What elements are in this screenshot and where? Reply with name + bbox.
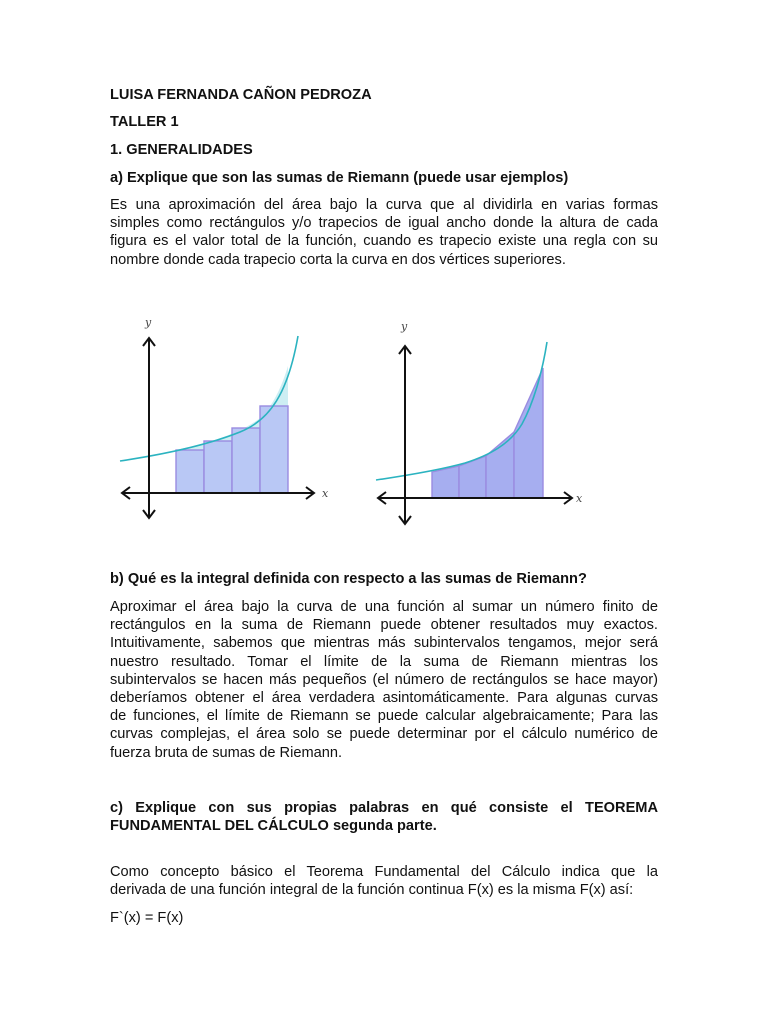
answer-b-line: deberíamos obtener el área verdadera asintomáticamente. Para algunas curvas [110, 690, 658, 707]
answer-b [110, 598, 658, 762]
question-c [110, 799, 658, 835]
riemann-rect-2 [204, 441, 232, 493]
answer-a [110, 196, 658, 269]
answer-c [110, 863, 658, 899]
taller-title: TALLER 1 [110, 114, 179, 130]
answer-a-line: Es una aproximación del área bajo la curva que al dividirla en varias formas [110, 197, 658, 213]
answer-b-line: de funciones, el límite de Riemann se puede calcular algebraicamente; Para las [110, 708, 658, 725]
question-c-line: FUNDAMENTAL DEL CÁLCULO segunda parte. [110, 818, 437, 835]
x-axis-label: x [576, 492, 583, 505]
answer-b-line: nuestro resultado. Tomar el límite de la suma de Riemann mientras los [110, 653, 658, 670]
answer-b-line: fuerza bruta de sumas de Riemann. [110, 744, 343, 761]
answer-b-line: subintervalos se hacen más pequeños (el número de rectángulos se hace mayor) [110, 671, 658, 688]
answer-a-line: nombre donde cada trapecio corta la curva en dos vértices superiores. [110, 251, 566, 268]
trapezoid-1 [432, 466, 459, 498]
trapezoid-4 [514, 368, 543, 498]
question-a: a) Explique que son las sumas de Riemann (puede usar ejemplos) [110, 170, 569, 186]
y-axis-label: y [401, 320, 408, 333]
answer-b-line: Aproximar el área bajo la curva de una función al sumar un número finito de [110, 599, 658, 615]
answer-b-line: Intuitivamente, sabemos que mientras más subintervalos tengamos, mejor será [110, 635, 658, 652]
question-c-line: c) Explique con sus propias palabras en qué consiste el TEOREMA [110, 800, 658, 816]
riemann-rectangles-figure [110, 308, 340, 528]
y-axis-label: y [145, 316, 152, 329]
answer-a-line: simples como rectángulos y/o trapecios de igual ancho donde la altura de cada [110, 215, 658, 232]
trapezoid-2 [459, 456, 486, 498]
section-heading: 1. GENERALIDADES [110, 142, 253, 158]
riemann-rect-3 [232, 428, 260, 493]
answer-b-line: rectángulos en la suma de Riemann puede obtener resultados muy exactos. [110, 617, 658, 634]
formula: F`(x) = F(x) [110, 910, 184, 926]
author-name: LUISA FERNANDA CAÑON PEDROZA [110, 87, 372, 103]
x-axis-label: x [322, 487, 329, 500]
answer-b-line: curvas complejas, el área solo se puede determinar por el cálculo numérico de [110, 726, 658, 743]
answer-c-line: Como concepto básico el Teorema Fundamental del Cálculo indica que la [110, 864, 658, 880]
riemann-rect-4 [260, 406, 288, 493]
answer-a-line: figura es el valor total de la función, cuando es trapecio existe una regla con su [110, 233, 658, 250]
answer-c-line: derivada de una función integral de la función continua F(x) es la misma F(x) así: [110, 882, 634, 899]
riemann-trapezoids-figure [370, 312, 600, 532]
trapezoid-3 [486, 432, 514, 498]
riemann-rect-1 [176, 450, 204, 493]
question-b: b) Qué es la integral definida con respecto a las sumas de Riemann? [110, 571, 587, 587]
